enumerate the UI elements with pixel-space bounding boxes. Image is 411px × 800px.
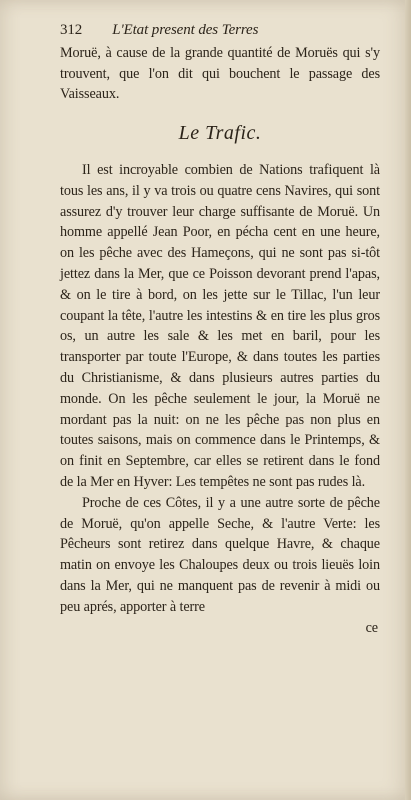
paragraph-trafic-1: Il est incroyable combien de Nations trafiquent là tous les ans, il y va trois ou quatre cens Navires, qui sont assurez d'y trouver leur charge suffisante de Moruë. Un homme appellé Jean Poor, en pécha cent en une heure, on les pêche avec des Hameçons, qui ne sont pas si-tôt jettez dans la Mer, que ce Poisson devorant prend l'apas, & on le tire à bord, on les jette sur le Tillac, l'un leur coupant la tête, l'autre les intestins & en tire les plus gros os, un autre les sale & les met en baril, pour les transporter par toute l'Europe, & dans toutes les parties du Christianisme, & dans plusieurs autres parties du monde. On les pêche seulement le jour, la Moruë ne mordant pas la nuit: on ne les pêche pas non plus en toutes saisons, mais on commence dans le Printemps, & on finit en Septembre, car elles se retirent dans le fond de la Mer en Hyver: Les tempêtes ne sont pas rudes là. bbox=[60, 161, 380, 490]
catchword: ce bbox=[365, 619, 378, 636]
page-number: 312 bbox=[60, 22, 83, 38]
page-header bbox=[60, 20, 380, 41]
paragraph-trafic-2: Proche de ces Côtes, il y a une autre sorte de pêche de Moruë, qu'on appelle Seche, & l'autre Verte: les Pêcheurs sont retirez dans quelque Havre, & chaque matin on envoye les Chaloupes deux ou trois lieuës loin dans la Mer, qui ne manquent pas de revenir à midi ou peu aprés, apporter à terre bbox=[60, 494, 380, 615]
section-title: Le Trafic. bbox=[178, 122, 262, 145]
page-edge bbox=[405, 0, 411, 800]
running-title: L'Etat present des Terres bbox=[112, 22, 259, 38]
page-text-block bbox=[60, 20, 380, 638]
opening-paragraph: Moruë, à cause de la grande quantité de Moruës qui s'y trouvent, que l'on dit qui bouchent le passage des Vaisseaux. bbox=[60, 44, 380, 103]
